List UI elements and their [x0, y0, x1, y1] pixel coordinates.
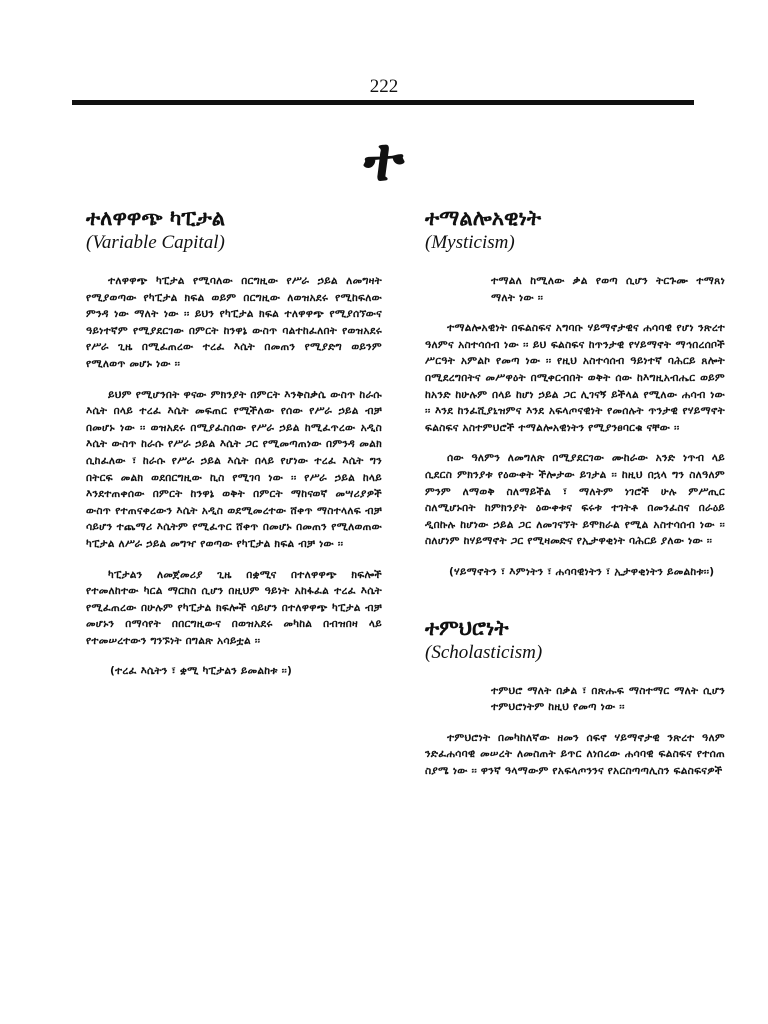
chapter-letter: ተ [363, 125, 405, 195]
etymology-note: ተማልለ ከሚለው ቃል የወጣ ሲሆን ትርጉሙ ተማጸነ ማለት ነው ፡፡ [491, 275, 725, 304]
entry-subtitle-scholasticism: (Scholasticism) [425, 641, 543, 663]
entry-subtitle-mysticism: (Mysticism) [425, 232, 515, 253]
entry-subtitle-variable-capital: (Variable Capital) [86, 232, 225, 253]
paragraph: ይህም የሚሆንበት ዋናው ምክንያት በምርት እንቅስቃሴ ውስጥ ከራሱ እሴት በላይ ተረፈ እሴት መፍጠር የሚችለው የሰው የሥራ ኃይል ብቻ በመሆኑ ነው ፡፡ ወዝአደሩ በሚያፈስሰው የሥራ ኃይል ከሚፈጥረው አዲስ እሴት ውስጥ ከራሱ የሥራ ኃይል እሴት ጋር የሚመጣጠነው በምንዳ መልክ ሲከፈለው ፣ ከራሱ የሥራ ኃይል እሴት በላይ የሆነው ተረፈ እሴት ግን በትርፍ መልክ ወደበርግዚው ኪስ የሚገባ ነው ፡፡ የሥራ ኃይል ከላይ እንደተጠቀሰው በምርት ከንዋኔ ወቅት በምርት ማከናወኛ መሣሪያዎች ውስጥ የተጠናቀረውን እሴት አዲስ ወደሚመረተው ሸቀጥ ማስተላለፍ ብቻ ሳይሆን ተጨማሪ እሴትም የሚፈጥር ሸቀጥ በመሆኑ በመጠን የሚለወጠው ካፒታል ለሥራ ኃይል መግዣ የወጣው የካፒታል ክፍል ብቻ ነው ፡፡ [86, 388, 382, 550]
entry-title-mysticism: ተማልሎአዊነት [425, 206, 542, 230]
paragraph: ተለዋዋጭ ካፒታል የሚባለው በርግዚው የሥራ ኃይል ለመግዛት የሚያወጣው የካፒታል ክፍል ወይም በርግዚው ለወዝአደሩ የሚከፍለው ምንዳ ነው ማለት ነው ፡፡ ይህን የካፒታል ክፍል ተለዋዋጭ የሚያሰኘውና ዓይነተኛም የሚያደርገው በምርት ከንዋኔ ውስጥ ባልተከፈለበት የወዝአደሩ የሥራ ጊዜ በሚፈጠረው ተረፈ እሴት በመጠን የሚያድግ ወይንም የሚለወጥ መሆኑ ነው ፡፡ [86, 275, 382, 370]
left-column [86, 205, 382, 696]
paragraph: ተምህሮነት በመካከለኛው ዘመን ሰፍኖ ሃይማኖታዊ ንጽረተ ዓለም ንድፈሐሳባዊ መሠረት ለመስጠት ይጥር ለነበረው ሐሳባዊ ፍልስፍና የተሰጠ ስያሜ ነው ፡፡ ዋንኛ ዓላማውም የአፍላጦንንና የአርስጣጣሊስን ፍልስፍናዎች [425, 731, 725, 777]
paragraph: ካፒታልን ለመጀመሪያ ጊዜ በቋሚና በተለዋዋጭ ክፍሎች የተመለከተው ካርል ማርክስ ሲሆን በዚህም ዓይነት አከፋፈል ተረፈ እሴት የሚፈጠረው በሁሉም የካፒታል ክፍሎች ሳይሆን በተለዋዋጭ ካፒታል ብቻ መሆኑን በማሳየት በበርግዚውና በወዝአደሩ መካከል በብዝበዛ ላይ የተመሠረተውን ግንኙነት በግልጽ አሳይቷል ፡፡ [86, 568, 382, 647]
etymology-note: ተምህሮ ማለት በቃል ፣ በጽሑፍ ማስተማር ማለት ሲሆን ተምህሮነትም ከዚህ የመጣ ነው ፡፡ [491, 684, 725, 714]
header-rule [72, 100, 694, 105]
cross-reference-note: (ሃይማኖትን ፣ እምነትን ፣ ሐሳባዊነትን ፣ ኢታዋቂነትን ይመልከቱ፡፡) [449, 565, 715, 578]
cross-reference-note: (ተረፈ እሴትን ፣ ቋሚ ካፒታልን ይመልከቱ ፡፡) [110, 665, 293, 678]
entry-gap [425, 597, 725, 615]
right-column [425, 205, 725, 793]
page-number: 222 [369, 76, 399, 97]
paragraph: ተማልሎአዊነት በፍልስፍና አግባቡ ሃይማኖታዊና ሐሳባዊ የሆነ ንጽረተ ዓለምና አስተሳሰብ ነው ፡፡ ይህ ፍልስፍና ከጥንታዊ የሃይማኖት ማኅበረሰቦች ሥርዓት አምልኮ የመጣ ነው ፡፡ የዚህ አስተሳሰብ ዓይነተኛ ባሕርይ ጸሎት በሚደረግበትና መሥዋዕት በሚቀርብበት ወቅት ሰው ከእግዚአብሔር ወይም ከአንድ ከሁሉም በላይ ከሆነ ኃይል ጋር ሊገናኝ ይችላል የሚለው ሐሳብ ነው ፡፡ እንደ ከንፈሺያኒዝምና እንደ አፍላጦናዊነት የመሰሉት ጥንታዊ የሃይማኖት ፍልስፍና አስተምህሮች ተማልሎአዊነትን የሚያንፀባርቁ ናቸው ፡፡ [425, 322, 725, 434]
paragraph: ሰው ዓለምን ለመግለጽ በሚያደርገው ሙከራው አንድ ነጥብ ላይ ሲደርስ ምክንያቱ የዕውቀት ችሎታው ይገታል ፡፡ ከዚህ በኋላ ግን ስለዓለም ምንም ለማወቅ ስለማይችል ፣ ማለትም ነገሮች ሁሉ ምሥጢር ስለሚሆኑበት ከምክንያት ዕውቀቱና ፍሩቱ ተገትቶ በመንፈስና በራዕይ ዲበኩሉ ከሆነው ኃይል ጋር ለመገናኘት ይሞክራል የሚል አስተሳሰብ ነው ፡፡ ስለሆነም ከሃይማኖት ጋር የሚዛመድና የኢታዋቂነት ባሕርይ ያለው ነው ፡፡ [425, 452, 725, 548]
entry-title-variable-capital: ተለዋዋጭ ካፒታል [86, 206, 226, 230]
entry-title-scholasticism: ተምህሮነት [425, 615, 509, 640]
